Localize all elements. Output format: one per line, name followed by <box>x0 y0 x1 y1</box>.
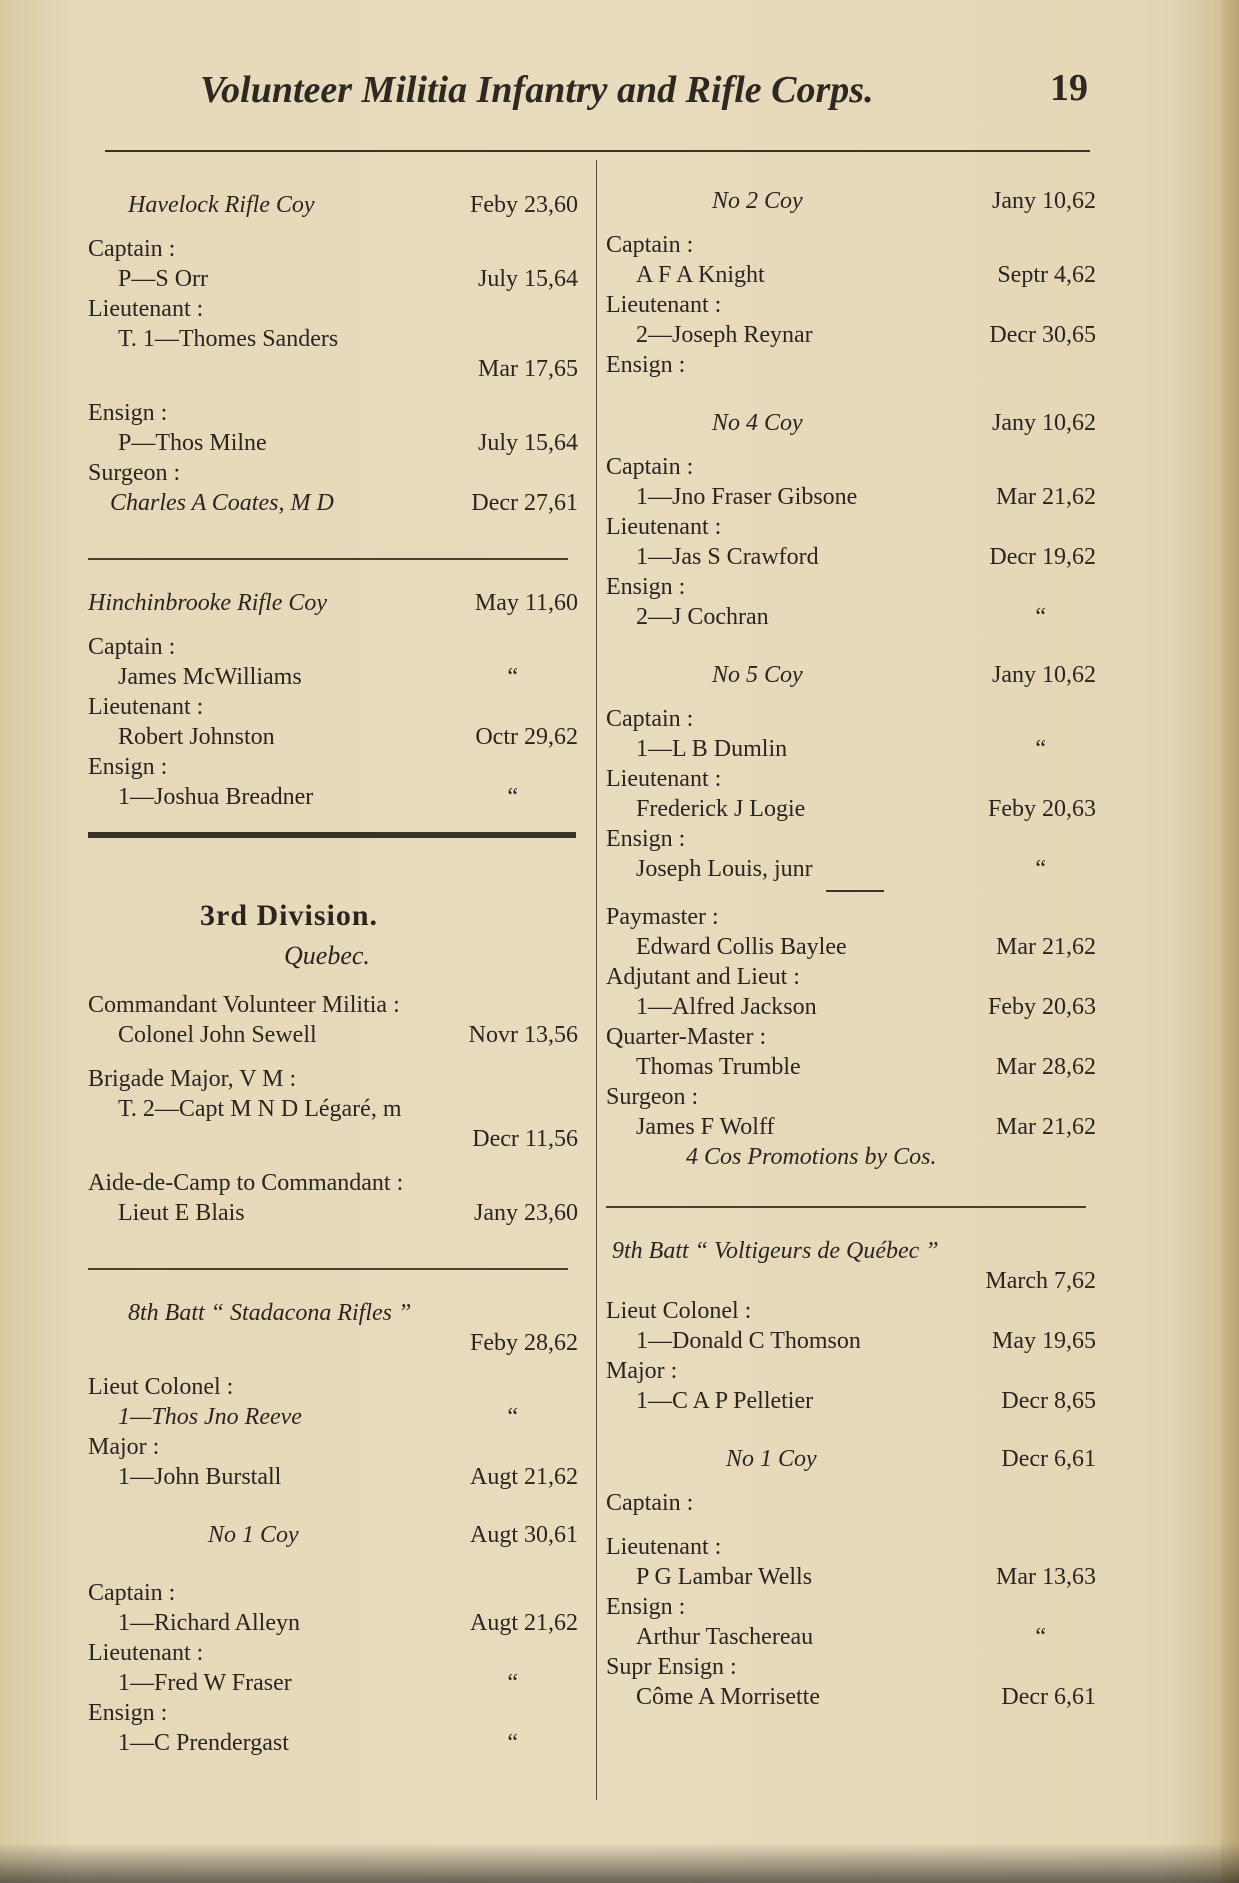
officer-name: P G Lambar Wells <box>636 1564 813 1590</box>
officer-name: Edward Collis Baylee <box>636 934 847 960</box>
rank-label: Paymaster : <box>606 904 719 930</box>
commission-date: Augt 21,62 <box>470 1610 578 1636</box>
officer-name: Colonel John Sewell <box>118 1022 317 1048</box>
unit-title: Havelock Rifle Coy <box>128 192 315 218</box>
rank-label: Lieut Colonel : <box>88 1374 234 1400</box>
section-rule <box>88 558 568 560</box>
rank-label: Ensign : <box>606 352 686 378</box>
company-title: No 1 Coy <box>726 1446 817 1472</box>
officer-name: Joseph Louis, junr <box>636 856 813 882</box>
rank-label: Lieutenant : <box>606 514 722 540</box>
division-rule <box>88 832 576 838</box>
company-title: No 4 Coy <box>712 410 803 436</box>
officer-name: 1—C Prendergast <box>118 1730 289 1756</box>
rank-label: Captain : <box>88 634 176 660</box>
rank-label: Lieut Colonel : <box>606 1298 752 1324</box>
page-edge <box>1221 0 1239 1883</box>
rank-label: Ensign : <box>606 1594 686 1620</box>
commission-date: Mar 28,62 <box>996 1054 1096 1080</box>
rank-label: Captain : <box>606 706 694 732</box>
section-rule <box>88 1268 568 1270</box>
rank-label: Captain : <box>606 1490 694 1516</box>
commission-date: Novr 13,56 <box>468 1022 578 1048</box>
company-date: Jany 10,62 <box>992 662 1096 688</box>
unit-title: Hinchinbrooke Rifle Coy <box>88 590 328 616</box>
officer-name: 1—Richard Alleyn <box>118 1610 300 1636</box>
company-date: Decr 6,61 <box>1001 1446 1096 1472</box>
unit-date: Feby 28,62 <box>470 1330 578 1356</box>
commission-date: Mar 21,62 <box>996 934 1096 960</box>
commission-date: “ <box>507 664 518 690</box>
commission-date: Octr 29,62 <box>475 724 578 750</box>
rank-label: Captain : <box>606 232 694 258</box>
rank-label: Aide-de-Camp to Commandant : <box>88 1170 404 1196</box>
commission-date: “ <box>1035 1624 1046 1650</box>
commission-date: “ <box>507 784 518 810</box>
commission-date: May 19,65 <box>992 1328 1096 1354</box>
officer-name: Robert Johnston <box>118 724 275 750</box>
commission-date: Jany 23,60 <box>474 1200 578 1226</box>
officer-name: James F Wolff <box>636 1114 775 1140</box>
commission-date: Feby 20,63 <box>988 994 1096 1020</box>
officer-name: P—S Orr <box>118 266 209 292</box>
unit-title: 8th Batt “ Stadacona Rifles ” <box>128 1300 412 1326</box>
section-rule <box>606 1206 1086 1208</box>
header-rule <box>105 150 1090 152</box>
company-title: No 2 Coy <box>712 188 803 214</box>
company-title: No 1 Coy <box>208 1522 299 1548</box>
officer-name: 1—Jno Fraser Gibsone <box>636 484 858 510</box>
rank-label: Captain : <box>88 236 176 262</box>
commission-date: “ <box>1035 736 1046 762</box>
commission-date: Augt 21,62 <box>470 1464 578 1490</box>
company-date: Jany 10,62 <box>992 188 1096 214</box>
rank-label: Lieutenant : <box>606 766 722 792</box>
officer-name: Thomas Trumble <box>636 1054 801 1080</box>
commission-date: July 15,64 <box>477 266 578 292</box>
officer-name: T. 2—Capt M N D Légaré, m <box>118 1096 402 1122</box>
page-number: 19 <box>1050 67 1088 109</box>
officer-name: 1—C A P Pelletier <box>636 1388 814 1414</box>
officer-name: 1—L B Dumlin <box>636 736 788 762</box>
commission-date: “ <box>507 1730 518 1756</box>
rank-label: Surgeon : <box>88 460 181 486</box>
commission-date: “ <box>1035 856 1046 882</box>
rank-label: Quarter-Master : <box>606 1024 767 1050</box>
running-head: Volunteer Militia Infantry and Rifle Corps. <box>200 69 874 111</box>
officer-name: 1—Joshua Breadner <box>118 784 314 810</box>
short-rule <box>826 890 884 892</box>
rank-label: Captain : <box>606 454 694 480</box>
rank-label: Supr Ensign : <box>606 1654 737 1680</box>
company-title: No 5 Coy <box>712 662 803 688</box>
officer-name: 1—Alfred Jackson <box>636 994 817 1020</box>
unit-title-row <box>88 190 578 220</box>
officer-name: 2—J Cochran <box>636 604 769 630</box>
right-column <box>606 186 1096 1712</box>
officer-name: Arthur Taschereau <box>636 1624 814 1650</box>
rank-label: Ensign : <box>88 1700 168 1726</box>
rank-label: Captain : <box>88 1580 176 1606</box>
commission-date: Mar 21,62 <box>996 484 1096 510</box>
unit-title: 9th Batt “ Voltigeurs de Québec ” <box>612 1238 939 1264</box>
division-heading: 3rd Division. <box>200 899 379 932</box>
commission-date: July 15,64 <box>477 430 578 456</box>
commission-date: Septr 4,62 <box>997 262 1096 288</box>
commission-date: “ <box>1035 604 1046 630</box>
rank-label: Lieutenant : <box>606 292 722 318</box>
rank-label: Lieutenant : <box>606 1534 722 1560</box>
rank-label: Major : <box>88 1434 160 1460</box>
commission-date: Decr 27,61 <box>471 490 578 516</box>
officer-name: T. 1—Thomes Sanders <box>118 326 339 352</box>
unit-date: March 7,62 <box>985 1268 1096 1294</box>
commission-date: “ <box>507 1670 518 1696</box>
rank-label: Major : <box>606 1358 678 1384</box>
officer-name: Côme A Morrisette <box>636 1684 820 1710</box>
left-column <box>88 190 578 1758</box>
commission-date: Mar 21,62 <box>996 1114 1096 1140</box>
rank-label: Ensign : <box>606 826 686 852</box>
page-shadow <box>0 1843 1239 1883</box>
unit-date: Feby 23,60 <box>470 192 578 218</box>
commission-date: Mar 13,63 <box>996 1564 1096 1590</box>
commission-date: “ <box>507 1404 518 1430</box>
officer-name: Charles A Coates, M D <box>110 490 334 516</box>
company-date: Jany 10,62 <box>992 410 1096 436</box>
officer-name: 2—Joseph Reynar <box>636 322 813 348</box>
commission-date: Feby 20,63 <box>988 796 1096 822</box>
city-heading: Quebec. <box>284 941 370 970</box>
rank-label: Surgeon : <box>606 1084 699 1110</box>
officer-name: Frederick J Logie <box>636 796 806 822</box>
commission-date: Decr 6,61 <box>1001 1684 1096 1710</box>
officer-name: 1—Jas S Crawford <box>636 544 819 570</box>
rank-label: Lieutenant : <box>88 296 204 322</box>
rank-label: Ensign : <box>88 400 168 426</box>
company-date: Augt 30,61 <box>470 1522 578 1548</box>
commission-date: Decr 19,62 <box>989 544 1096 570</box>
officer-name: James McWilliams <box>118 664 302 690</box>
rank-label: Ensign : <box>88 754 168 780</box>
rank-label: Lieutenant : <box>88 694 204 720</box>
officer-name: 1—John Burstall <box>118 1464 282 1490</box>
rank-label: Ensign : <box>606 574 686 600</box>
officer-name: 1—Thos Jno Reeve <box>118 1404 302 1430</box>
rank-label: Brigade Major, V M : <box>88 1066 297 1092</box>
officer-name: Lieut E Blais <box>118 1200 245 1226</box>
officer-name: A F A Knight <box>636 262 765 288</box>
rank-label: Commandant Volunteer Militia : <box>88 992 400 1018</box>
commission-date: Mar 17,65 <box>478 356 578 382</box>
officer-name: P—Thos Milne <box>118 430 267 456</box>
rank-label: Adjutant and Lieut : <box>606 964 800 990</box>
commission-date: Decr 8,65 <box>1001 1388 1096 1414</box>
commission-date: Decr 11,56 <box>472 1126 578 1152</box>
commission-date: Decr 30,65 <box>989 322 1096 348</box>
officer-name: 1—Donald C Thomson <box>636 1328 861 1354</box>
column-divider <box>596 160 597 1800</box>
officer-name: 1—Fred W Fraser <box>118 1670 292 1696</box>
rank-label: Lieutenant : <box>88 1640 204 1666</box>
unit-date: May 11,60 <box>474 590 578 616</box>
promotion-note: 4 Cos Promotions by Cos. <box>686 1144 937 1170</box>
